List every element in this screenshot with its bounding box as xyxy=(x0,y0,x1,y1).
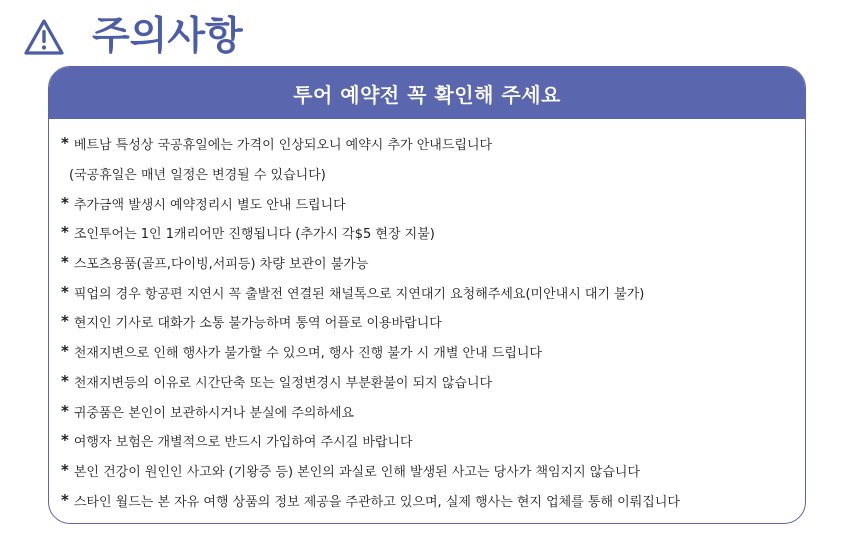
notice-text: 스포츠용품(골프,다이빙,서피등) 차량 보관이 불가능 xyxy=(73,257,369,273)
bullet-star: * xyxy=(61,401,69,420)
notice-item xyxy=(61,426,805,456)
notice-text: 본인 건강이 원인인 사고와 (기왕증 등) 본인의 과실로 인해 발생된 사고는 당사가 책임지지 않습니다 xyxy=(73,464,641,480)
page-title: 주의사항 xyxy=(92,14,243,59)
notice-item xyxy=(61,188,805,218)
notice-banner: 투어 예약전 꼭 확인해 주세요 xyxy=(49,67,805,119)
notice-text: 현지인 기사로 대화가 소통 불가능하며 통역 어플로 이용바랍니다 xyxy=(73,316,442,332)
bullet-star: * xyxy=(61,490,69,509)
notice-text: 천재지변으로 인해 행사가 불가할 수 있으며, 행사 진행 불가 시 개별 안내 드립니다 xyxy=(73,346,542,362)
bullet-star: * xyxy=(61,223,69,242)
notice-item xyxy=(61,307,805,337)
notice-item xyxy=(61,129,805,159)
notice-item xyxy=(61,277,805,307)
notice-item xyxy=(61,396,805,426)
notice-item xyxy=(61,367,805,397)
bullet-star: * xyxy=(61,312,69,331)
notice-item xyxy=(61,456,805,486)
bullet-star: * xyxy=(61,253,69,272)
notice-text: 픽업의 경우 항공편 지연시 꼭 출발전 연결된 채널톡으로 지연대기 요청해주세요(미안내시 대기 불가) xyxy=(73,286,645,302)
notice-item xyxy=(61,218,805,248)
header xyxy=(22,12,243,62)
notice-text: 천재지변등의 이유로 시간단축 또는 일정변경시 부분환불이 되지 않습니다 xyxy=(73,375,493,391)
notice-text: 추가금액 발생시 예약정리시 별도 안내 드립니다 xyxy=(73,197,346,213)
notice-text: 스타인 월드는 본 자유 여행 상품의 정보 제공을 주관하고 있으며, 실제 행사는 현지 업체를 통해 이뤄집니다 xyxy=(73,494,680,510)
notice-item xyxy=(61,248,805,278)
bullet-star: * xyxy=(61,460,69,479)
notice-text: 베트남 특성상 국공휴일에는 가격이 인상되오니 예약시 추가 안내드립니다 xyxy=(73,138,493,154)
notice-item xyxy=(61,337,805,367)
notice-list xyxy=(49,119,805,515)
notice-text: 귀중품은 본인이 보관하시거나 분실에 주의하세요 xyxy=(73,405,355,421)
notice-text: 여행자 보험은 개별적으로 반드시 가입하여 주시길 바랍니다 xyxy=(73,435,413,451)
notice-text: 조인투어는 1인 1캐리어만 진행됩니다 (추가시 각$5 현장 지불) xyxy=(73,227,435,243)
warning-triangle-icon xyxy=(22,15,66,59)
notice-item xyxy=(61,485,805,515)
bullet-star: * xyxy=(61,134,69,153)
bullet-star: * xyxy=(61,342,69,361)
notice-item xyxy=(61,159,805,189)
notice-box xyxy=(48,66,806,524)
bullet-star: * xyxy=(61,193,69,212)
notice-text: (국공휴일은 매년 일정은 변경될 수 있습니다) xyxy=(69,168,326,184)
bullet-star: * xyxy=(61,431,69,450)
bullet-star: * xyxy=(61,371,69,390)
bullet-star: * xyxy=(61,282,69,301)
